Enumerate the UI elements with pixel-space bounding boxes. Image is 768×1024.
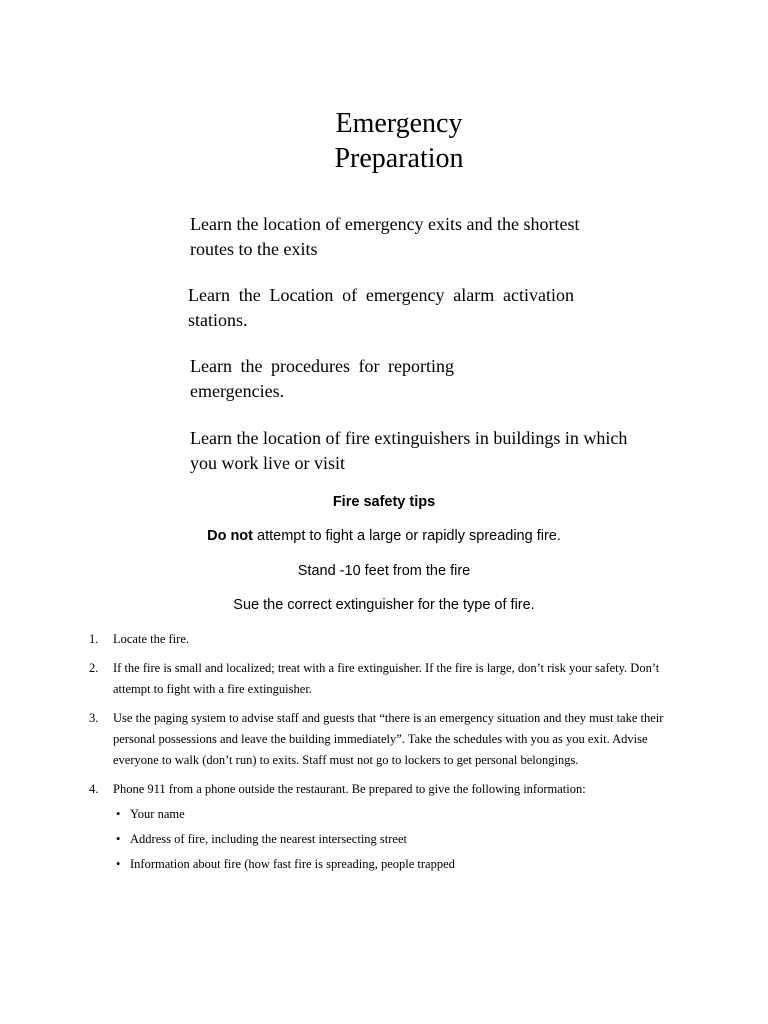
title-line-1: Emergency (335, 108, 463, 139)
step-item (80, 658, 680, 700)
paragraph-emergency-exits: Learn the location of emergency exits and the shortest routes to the exits (190, 214, 580, 259)
bullet-item (113, 804, 680, 825)
step-text: Phone 911 from a phone outside the restaurant. Be prepared to give the following information: (113, 782, 586, 796)
paragraph-fire-extinguishers: Learn the location of fire extinguishers in buildings in which you work live or visit (190, 428, 628, 473)
fire-safety-tip-3: Sue the correct extinguisher for the type of fire. (233, 597, 535, 613)
bullet-text: Your name (130, 807, 185, 821)
step-number: 4. (89, 782, 99, 796)
bullet-marker: • (116, 857, 121, 871)
fire-safety-tip-1 (0, 526, 768, 546)
step-number: 2. (89, 661, 99, 675)
bullet-text: Information about fire (how fast fire is spreading, people trapped (130, 857, 455, 871)
fire-safety-tip-2: Stand -10 feet from the fire (297, 563, 471, 579)
tip-1-text: attempt to fight a large or rapidly spreading fire. (253, 528, 561, 544)
paragraph-alarm-stations: Learn the Location of emergency alarm activation stations. (188, 285, 574, 330)
paragraph-reporting-procedures: Learn the procedures for reporting emergencies. (190, 356, 454, 401)
bullet-text: Address of fire, including the nearest intersecting street (130, 832, 407, 846)
fire-safety-heading: Fire safety tips (332, 494, 436, 510)
step-item (80, 708, 680, 771)
step-item (80, 779, 680, 875)
information-bullet-list (113, 804, 680, 875)
step-text: If the fire is small and localized; treat with a fire extinguisher. If the fire is large, don’t risk your safety. Don’t attempt to fight with a fire extinguisher. (113, 661, 660, 696)
step-text: Use the paging system to advise staff and guests that “there is an emergency situation and they must take their personal possessions and leave the building immediately”. Take the schedules with you as you exit. Advise everyone to walk (don’t run) to exits. Staff must not go to lockers to get personal belongings. (113, 711, 664, 767)
bullet-marker: • (116, 832, 121, 846)
emergency-steps-list (80, 629, 680, 883)
step-text: Locate the fire. (113, 632, 189, 646)
title-line-2: Preparation (334, 143, 464, 174)
bullet-marker: • (116, 807, 121, 821)
tip-1-emphasis: Do not (207, 528, 253, 544)
step-item (80, 629, 680, 650)
page-title (0, 106, 768, 176)
step-number: 3. (89, 711, 99, 725)
bullet-item (113, 854, 680, 875)
bullet-item (113, 829, 680, 850)
step-number: 1. (89, 632, 99, 646)
